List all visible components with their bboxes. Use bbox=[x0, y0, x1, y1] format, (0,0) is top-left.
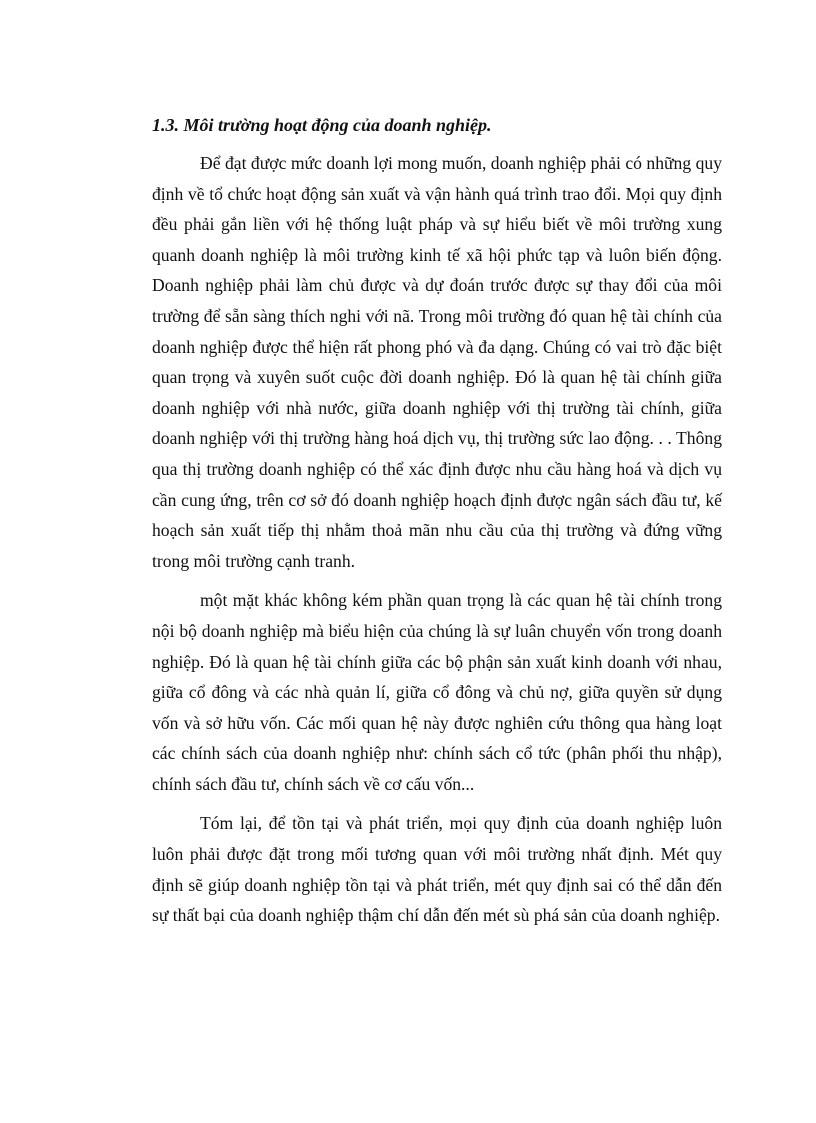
section-heading: 1.3. Môi trường hoạt động của doanh nghiệp. bbox=[152, 115, 492, 135]
paragraph-business-environment: Để đạt được mức doanh lợi mong muốn, doanh nghiệp phải có những quy định về tổ chức hoạt động sản xuất và vận hành quá trình trao đổi. Mọi quy định đều phải gắn liền với hệ thống luật pháp và sự hiểu biết về môi trường xung quanh doanh nghiệp là môi trường kinh tế xã hội phức tạp và luôn biến động. Doanh nghiệp phải làm chủ được và dự đoán trước được sự thay đổi của môi trường để sẵn sàng thích nghi với nã. Trong môi trường đó quan hệ tài chính của doanh nghiệp được thể hiện rất phong phó và đa dạng. Chúng có vai trò đặc biệt quan trọng và xuyên suốt cuộc đời doanh nghiệp. Đó là quan hệ tài chính giữa doanh nghiệp với nhà nước, giữa doanh nghiệp với thị trường tài chính, giữa doanh nghiệp với thị trường hàng hoá dịch vụ, thị trường sức lao động. . . Thông qua thị trường doanh nghiệp có thể xác định được nhu cầu hàng hoá và dịch vụ cần cung ứng, trên cơ sở đó doanh nghiệp hoạch định được ngân sách đầu tư, kế hoạch sản xuất tiếp thị nhằm thoả mãn nhu cầu của thị trường và đứng vững trong môi trường cạnh tranh. bbox=[152, 153, 722, 571]
page-content bbox=[152, 112, 722, 931]
paragraph-internal-financial-relations: một mặt khác không kém phần quan trọng là các quan hệ tài chính trong nội bộ doanh nghiệp mà biểu hiện của chúng là sự luân chuyển vốn trong doanh nghiệp. Đó là quan hệ tài chính giữa các bộ phận sản xuất kinh doanh với nhau, giữa cổ đông và các nhà quản lí, giữa cổ đông và chủ nợ, giữa quyền sử dụng vốn và sở hữu vốn. Các mối quan hệ này được nghiên cứu thông qua hàng loạt các chính sách của doanh nghiệp như: chính sách cổ tức (phân phối thu nhập), chính sách đầu tư, chính sách về cơ cấu vốn... bbox=[152, 590, 722, 794]
paragraph-conclusion: Tóm lại, để tồn tại và phát triển, mọi quy định của doanh nghiệp luôn luôn phải được đặt trong mối tương quan với môi trường nhất định. Mét quy định sẽ giúp doanh nghiệp tồn tại và phát triển, mét quy định sai có thể dẫn đến sự thất bại của doanh nghiệp thậm chí dẫn đến mét sù phá sản của doanh nghiệp. bbox=[152, 813, 722, 926]
